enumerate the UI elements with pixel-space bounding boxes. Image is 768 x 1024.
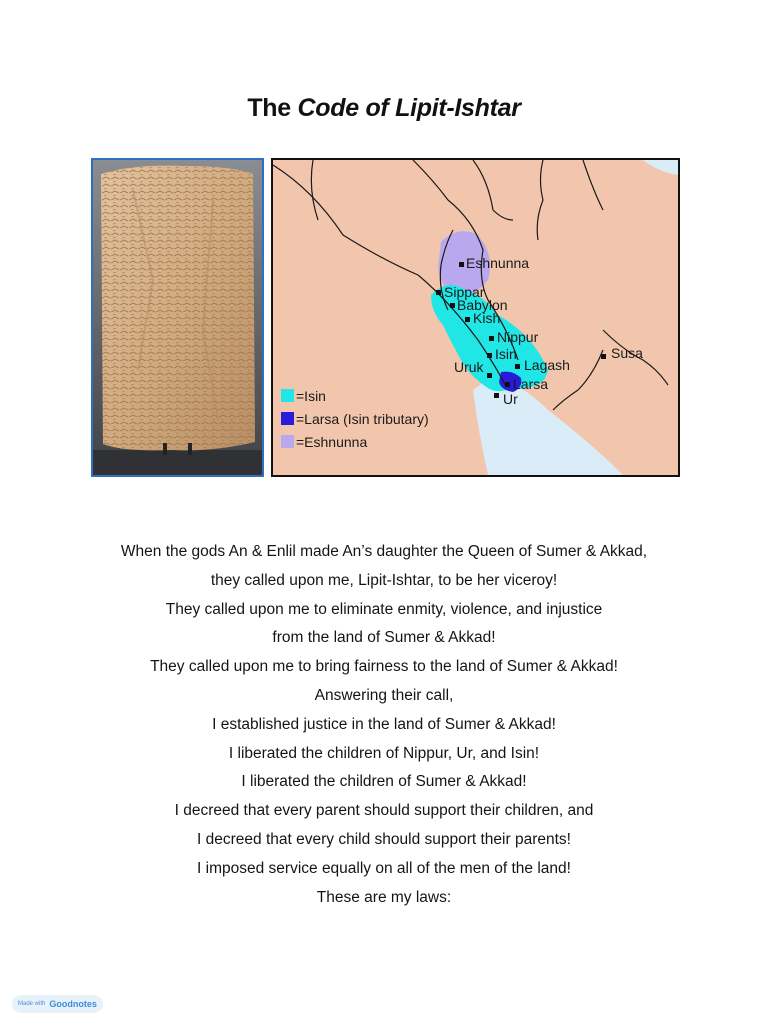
prose-line: they called upon me, Lipit-Ishtar, to be her viceroy! [210, 571, 558, 589]
prologue-text [0, 538, 768, 912]
legend-label-eshnunna: =Eshnunna [296, 434, 368, 450]
city-label-eshnunna: Eshnunna [466, 255, 530, 271]
prose-line: They called upon me to eliminate enmity, violence, and injustice [165, 600, 603, 618]
city-label-babylon: Babylon [457, 297, 508, 313]
legend-swatch-eshnunna [281, 435, 294, 448]
city-label-ur: Ur [503, 391, 518, 407]
prose-line: I established justice in the land of Sumer & Akkad! [212, 715, 556, 733]
page-title [0, 94, 768, 123]
prose-line: Answering their call, [314, 686, 454, 704]
legend-label-larsa: =Larsa (Isin tributary) [296, 411, 429, 427]
title-prefix: The [247, 94, 298, 122]
goodnotes-badge[interactable] [12, 995, 103, 1013]
cuneiform-tablet-image [91, 158, 264, 477]
city-label-uruk: Uruk [454, 359, 484, 375]
legend-swatch-larsa [281, 412, 294, 425]
city-label-kish: Kish [473, 310, 501, 326]
city-label-sippar: Sippar [444, 284, 485, 300]
prose-line: I liberated the children of Sumer & Akkad! [241, 773, 527, 791]
prose-line: When the gods An & Enlil made An’s daughter the Queen of Sumer & Akkad, [120, 543, 648, 560]
prose-line: They called upon me to bring fairness to the land of Sumer & Akkad! [150, 658, 618, 676]
prose-line: I liberated the children of Nippur, Ur, and Isin! [228, 744, 540, 762]
city-label-isin: Isin [495, 346, 517, 362]
city-label-nippur: Nippur [497, 329, 539, 345]
city-label-lagash: Lagash [524, 357, 570, 373]
prose-line: from the land of Sumer & Akkad! [272, 629, 496, 647]
prose-line: These are my laws: [316, 888, 452, 906]
city-label-susa: Susa [611, 345, 643, 361]
prose-line: I decreed that every parent should support their children, and [174, 802, 594, 820]
prose-line: I decreed that every child should support their parents! [197, 830, 571, 848]
legend-swatch-isin [281, 389, 294, 402]
goodnotes-brand-label: Goodnotes [49, 999, 97, 1009]
made-with-label: Made with [18, 1001, 46, 1007]
prose-line: I imposed service equally on all of the men of the land! [197, 859, 571, 877]
city-label-larsa: Larsa [513, 376, 549, 392]
mesopotamia-map [271, 158, 680, 477]
legend-label-isin: =Isin [296, 388, 326, 404]
title-italic: Code of Lipit-Ishtar [297, 94, 521, 122]
